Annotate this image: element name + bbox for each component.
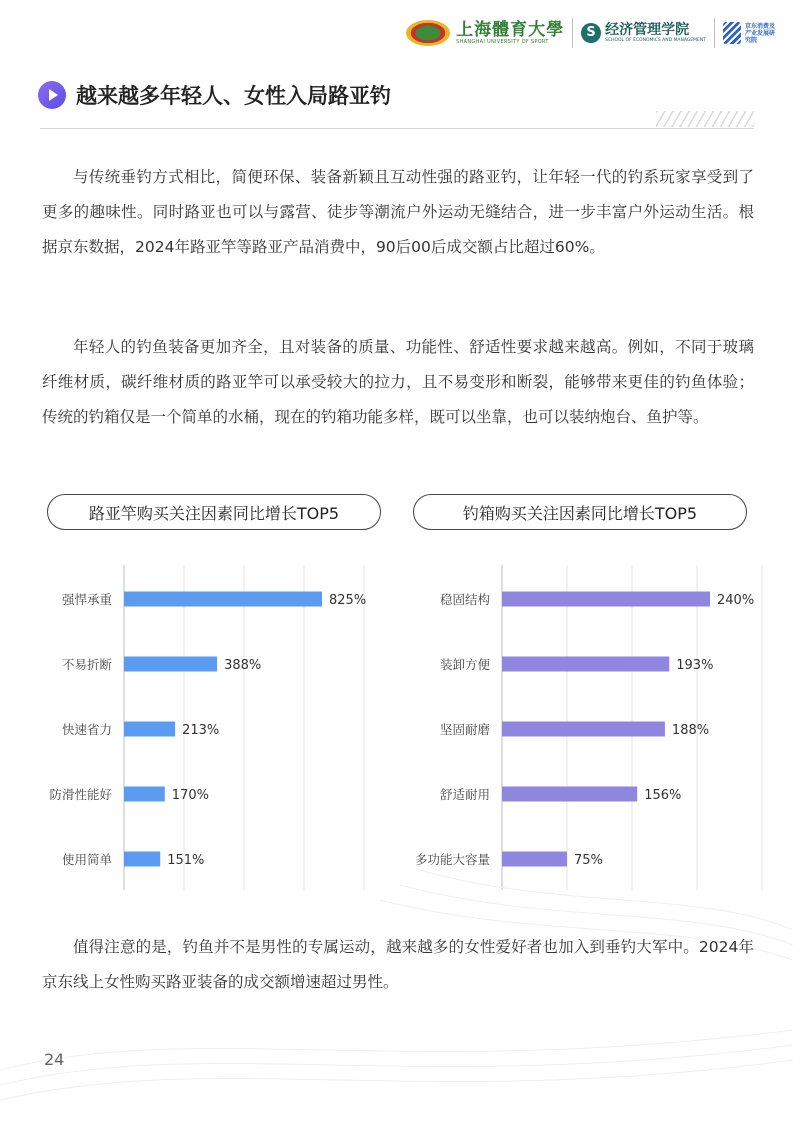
category-label: 使用简单: [61, 852, 112, 867]
page-number: 24: [44, 1050, 65, 1069]
bar: [502, 722, 665, 737]
category-label: 快速省力: [61, 722, 112, 737]
value-label: 213%: [182, 723, 220, 738]
title-divider: [40, 128, 754, 129]
title-hatch-decoration: [656, 111, 754, 127]
value-label: 825%: [329, 593, 367, 608]
rod-factors-bar-chart: [0, 560, 390, 895]
category-label: 防滑性能好: [49, 787, 112, 802]
category-label: 装卸方便: [439, 657, 490, 672]
bar: [502, 592, 710, 607]
value-label: 188%: [671, 723, 710, 738]
paragraph-female-anglers: 值得注意的是，钓鱼并不是男性的专属运动，越来越多的女性爱好者也加入到垂钓大军中。2024年京东线上女性购买路亚装备的成交额增速超过男性。: [42, 938, 754, 991]
value-label: 240%: [717, 593, 755, 608]
logo-sus-english: SHANGHAI UNIVERSITY OF SPORT: [456, 39, 549, 45]
shanghai-university-of-sport-logo: [406, 20, 564, 46]
value-label: 151%: [167, 853, 205, 868]
category-label: 强悍承重: [61, 592, 112, 607]
jd-institute-mark-icon: [723, 22, 741, 44]
school-of-economics-logo: [581, 23, 706, 43]
logo-divider: [572, 18, 573, 48]
category-label: 不易折断: [61, 657, 112, 672]
bar: [502, 657, 669, 672]
logo-divider: [714, 18, 715, 48]
play-icon: [38, 81, 66, 109]
bar: [124, 657, 217, 672]
header-logos: [406, 18, 779, 48]
bar: [502, 787, 637, 802]
university-emblem-icon: [406, 20, 450, 46]
value-label: 75%: [574, 853, 603, 868]
paragraph-intro: 与传统垂钓方式相比，简便环保、装备新颖且互动性强的路亚钓，让年轻一代的钓系玩家享受到了更多的趣味性。同时路亚也可以与露营、徒步等潮流户外运动无缝结合，进一步丰富户外运动生活。根据京东数据，2024年路亚竿等路亚产品消费中，90后00后成交额占比超过60%。: [42, 168, 754, 256]
logo-sus-name: 上海體育大學: [456, 20, 565, 40]
value-label: 170%: [171, 788, 209, 803]
bar: [502, 852, 567, 867]
chart-title-box: 钓箱购买关注因素同比增长TOP5: [413, 494, 747, 530]
logo-sem-english: SCHOOL OF ECONOMICS AND MANAGEMENT: [605, 38, 706, 43]
section-title: 越来越多年轻人、女性入局路亚钓: [76, 84, 391, 108]
category-label: 坚固耐磨: [439, 722, 490, 737]
value-label: 156%: [644, 788, 682, 803]
category-label: 稳固结构: [439, 592, 490, 607]
bar: [124, 787, 165, 802]
chart-title-rod: 路亚竿购买关注因素同比增长TOP5: [47, 494, 381, 530]
logo-jd-name: 京东消费及产业发展研究院: [745, 22, 776, 44]
section-header: [38, 80, 391, 110]
box-factors-bar-chart: [390, 560, 793, 895]
category-label: 多功能大容量: [414, 852, 490, 867]
paragraph-equipment: 年轻人的钓鱼装备更加齐全，且对装备的质量、功能性、舒适性要求越来越高。例如，不同于玻璃纤维材质，碳纤维材质的路亚竿可以承受较大的拉力，且不易变形和断裂，能够带来更佳的钓鱼体验；传统的钓箱仅是一个简单的水桶，现在的钓箱功能多样，既可以坐靠，也可以装纳炮台、鱼护等。: [42, 338, 754, 426]
value-label: 193%: [676, 658, 714, 673]
jd-institute-logo: [723, 22, 779, 44]
category-label: 舒适耐用: [439, 787, 490, 802]
bar: [124, 852, 160, 867]
logo-sem-name: 经济管理学院: [605, 22, 690, 38]
bar: [124, 592, 322, 607]
bar: [124, 722, 175, 737]
value-label: 388%: [224, 658, 262, 673]
school-mark-icon: S: [581, 23, 601, 43]
